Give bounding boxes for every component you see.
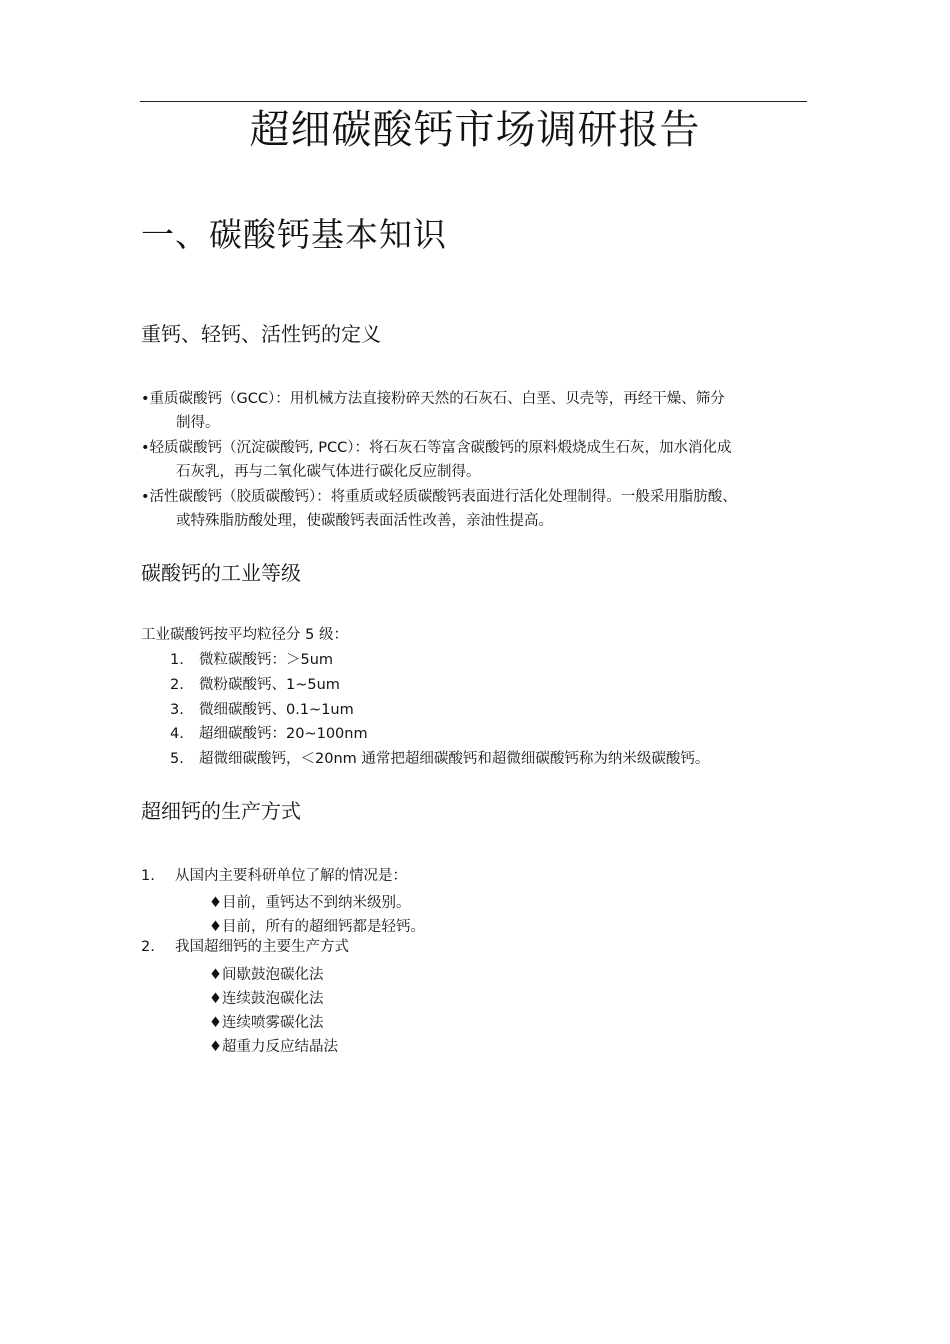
grades-intro: 工业碳酸钙按平均粒径分 5 级： xyxy=(141,627,348,643)
grade-number: 3. xyxy=(170,702,184,718)
production-bullet: ♦目前，所有的超细钙都是轻钙。 xyxy=(209,919,425,935)
section-heading-1: 一、碳酸钙基本知识 xyxy=(141,215,447,254)
definition-gcc-line1: •重质碳酸钙（GCC）：用机械方法直接粉碎天然的石灰石、白垩、贝壳等，再经干燥、筛分 xyxy=(141,391,725,407)
grade-text: 微细碳酸钙、0.1~1um xyxy=(199,702,354,718)
production-point-text: 从国内主要科研单位了解的情况是： xyxy=(175,868,407,884)
production-method-bullet: ♦连续鼓泡碳化法 xyxy=(209,991,324,1007)
production-point-text: 我国超细钙的主要生产方式 xyxy=(175,939,349,955)
production-method-bullet: ♦超重力反应结晶法 xyxy=(209,1039,338,1055)
definition-gcc-line2: 制得。 xyxy=(176,415,220,431)
subsection-heading-definitions: 重钙、轻钙、活性钙的定义 xyxy=(141,322,381,346)
top-rule xyxy=(140,101,807,102)
definition-pcc-line2: 石灰乳，再与二氧化碳气体进行碳化反应制得。 xyxy=(176,464,481,480)
grade-text: 微粒碳酸钙：＞5um xyxy=(199,652,334,668)
grade-number: 2. xyxy=(170,677,184,693)
production-method-bullet: ♦连续喷雾碳化法 xyxy=(209,1015,324,1031)
definition-pcc-line1: •轻质碳酸钙（沉淀碳酸钙, PCC）：将石灰石等富含碳酸钙的原料煅烧成生石灰，加水消化成 xyxy=(141,440,732,456)
grade-text: 微粉碳酸钙、1~5um xyxy=(199,677,340,693)
production-method-bullet: ♦间歇鼓泡碳化法 xyxy=(209,967,324,983)
production-point-number: 2. xyxy=(141,939,155,955)
document-title: 超细碳酸钙市场调研报告 xyxy=(249,107,701,153)
grade-number: 4. xyxy=(170,726,184,742)
subsection-heading-production: 超细钙的生产方式 xyxy=(141,799,301,823)
definition-active-line1: •活性碳酸钙（胶质碳酸钙）：将重质或轻质碳酸钙表面进行活化处理制得。一般采用脂肪酸、 xyxy=(141,489,737,505)
grade-number: 1. xyxy=(170,652,184,668)
definition-active-line2: 或特殊脂肪酸处理，使碳酸钙表面活性改善，亲油性提高。 xyxy=(176,513,553,529)
grade-text: 超微细碳酸钙，＜20nm 通常把超细碳酸钙和超微细碳酸钙称为纳米级碳酸钙。 xyxy=(199,751,710,767)
subsection-heading-grades: 碳酸钙的工业等级 xyxy=(141,561,301,585)
grade-text: 超细碳酸钙：20~100nm xyxy=(199,726,368,742)
grade-number: 5. xyxy=(170,751,184,767)
production-point-number: 1. xyxy=(141,868,155,884)
production-bullet: ♦目前，重钙达不到纳米级别。 xyxy=(209,895,411,911)
